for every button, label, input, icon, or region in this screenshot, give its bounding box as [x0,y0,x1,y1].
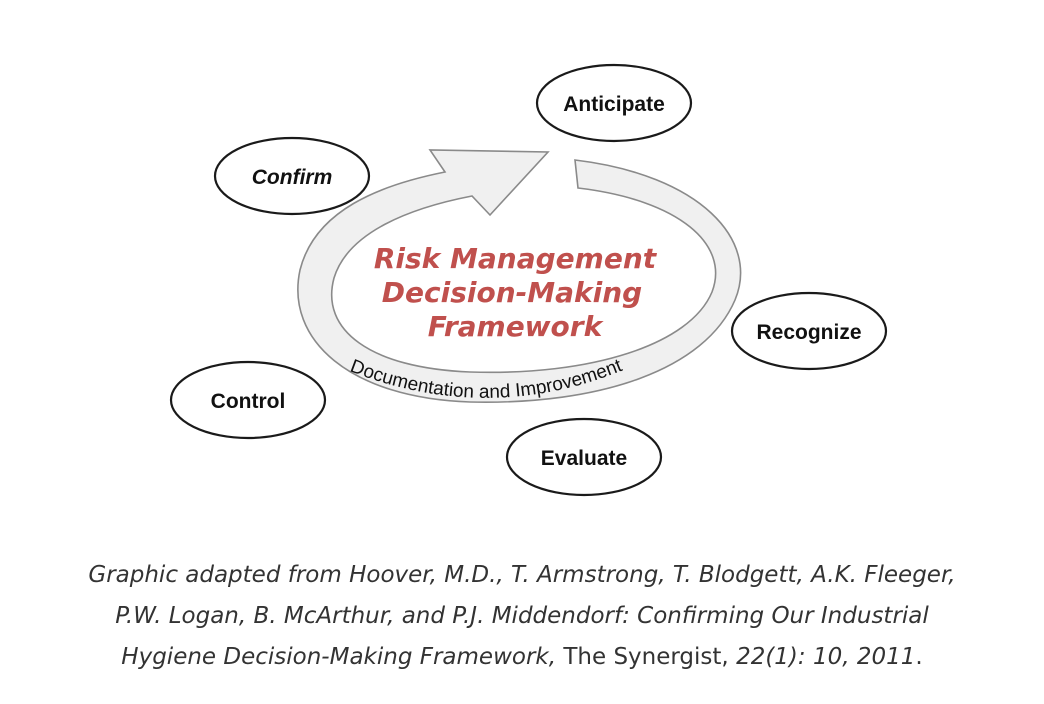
center-title-line-3: Framework [427,310,603,343]
caption-end: . [915,644,923,670]
node-evaluate [507,419,661,495]
node-anticipate [537,65,691,141]
caption-line-2-text: P.W. Logan, B. McArthur, and P.J. Middendorf: Confirming Our Industrial [115,603,929,629]
caption-line-3 [0,637,1044,678]
caption-line-2 [0,596,1044,637]
caption-line-1 [0,555,1044,596]
node-anticipate-label: Anticipate [563,93,665,116]
caption-line-1-text: Graphic adapted from Hoover, M.D., T. Armstrong, T. Blodgett, A.K. Fleeger, [88,562,956,588]
node-confirm-label: Confirm [251,166,333,189]
cycle-label: Documentation and Improvement [347,355,626,403]
center-title-line-2: Decision-Making [381,276,643,309]
node-recognize [732,293,886,369]
caption-journal: The Synergist, [556,644,737,670]
center-title-line-1: Risk Management [373,242,657,275]
caption-title-end: Hygiene Decision-Making Framework, [121,644,557,670]
node-control-label: Control [210,390,286,413]
node-recognize-label: Recognize [756,321,862,344]
node-confirm [215,138,369,214]
caption-volume: 22(1): 10, 2011 [736,644,916,670]
figure-caption [0,555,1044,678]
node-evaluate-label: Evaluate [540,447,628,470]
node-control [171,362,325,438]
